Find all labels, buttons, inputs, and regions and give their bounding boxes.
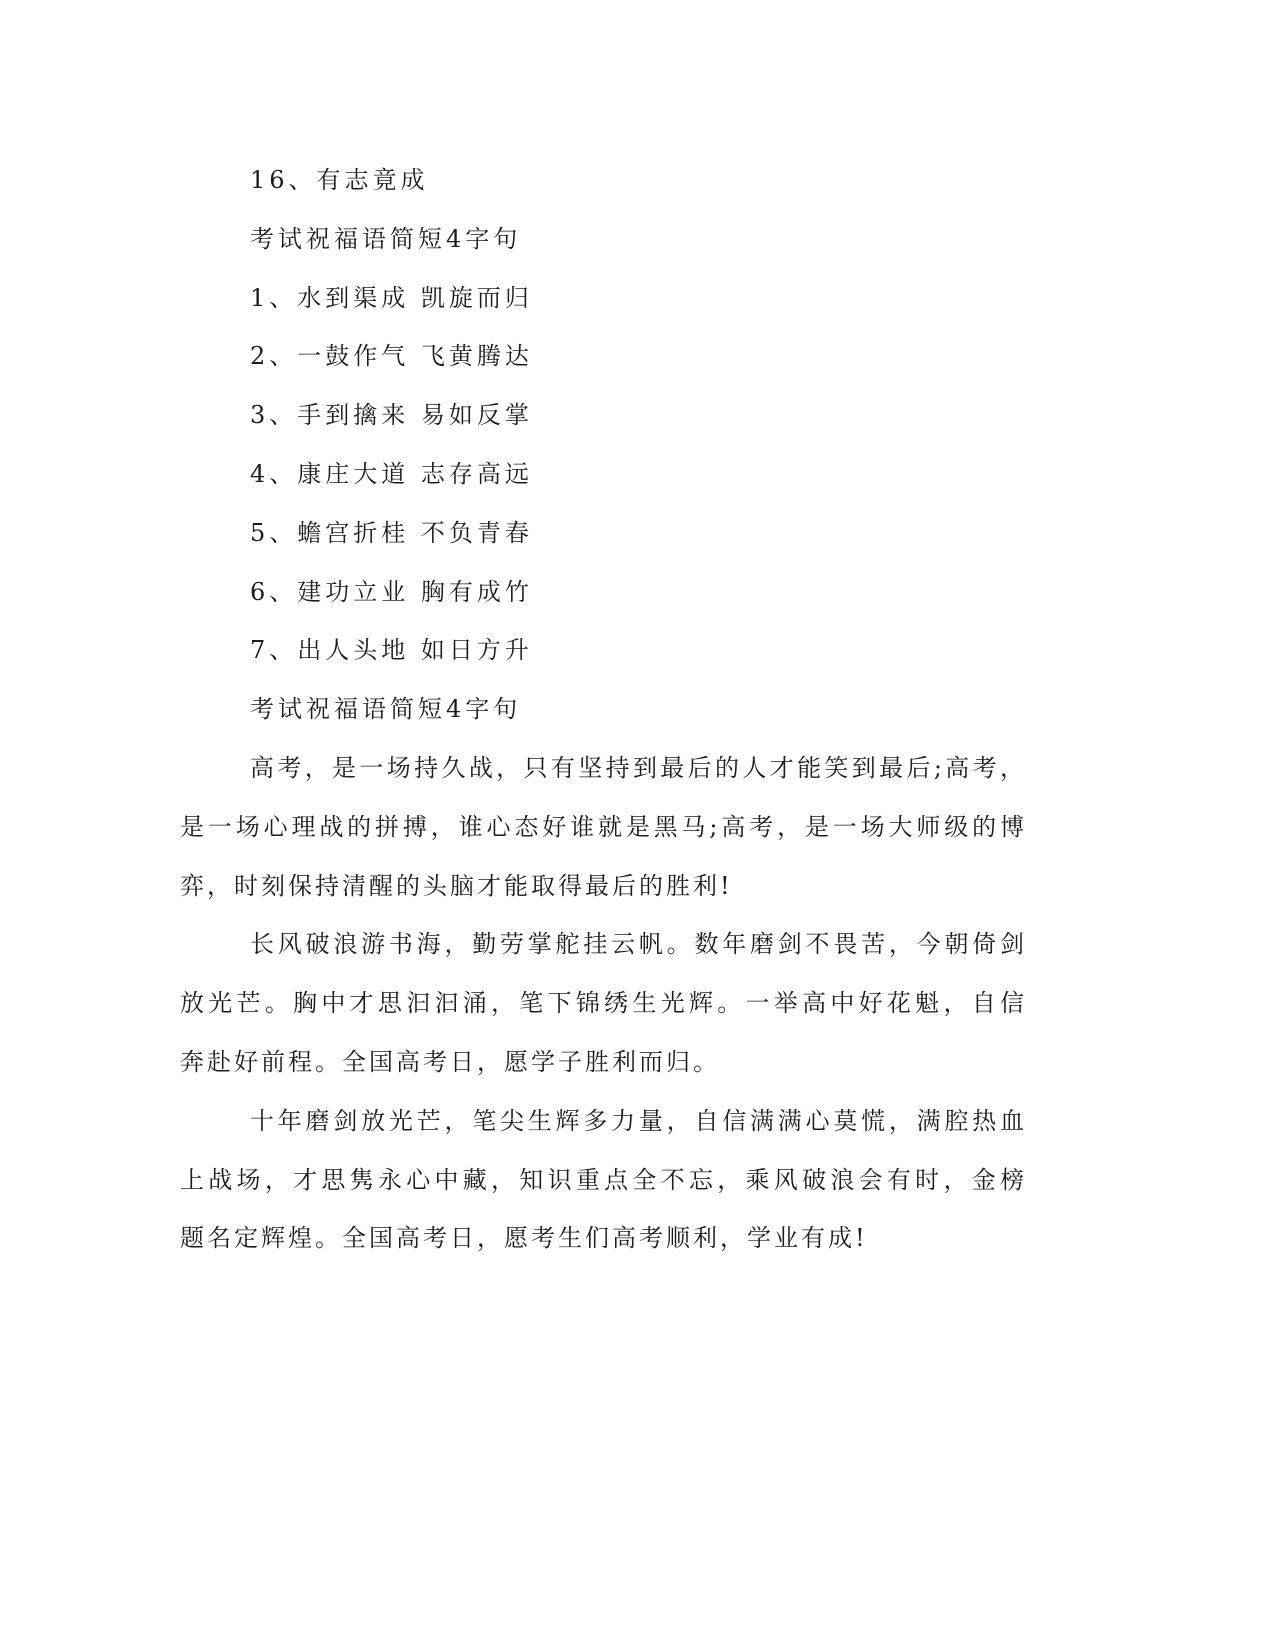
paragraph-3	[180, 1092, 1026, 1268]
list-item: 7、出人头地 如日方升	[250, 636, 533, 665]
paragraph-2	[180, 915, 1026, 1091]
list-item: 1、水到渠成 凯旋而归	[250, 283, 533, 312]
paragraph-line: 是一场心理战的拼搏，谁心态好谁就是黑马;高考，是一场大师级的博	[180, 812, 1026, 841]
paragraph-line: 弈，时刻保持清醒的头脑才能取得最后的胜利!	[180, 871, 733, 900]
list-item: 4、康庄大道 志存高远	[250, 459, 533, 488]
paragraph-line: 高考，是一场持久战，只有坚持到最后的人才能笑到最后;高考，	[250, 753, 1026, 782]
paragraph-line: 十年磨剑放光芒，笔尖生辉多力量，自信满满心莫慌，满腔热血	[250, 1106, 1026, 1135]
paragraph-line: 长风破浪游书海，勤劳掌舵挂云帆。数年磨剑不畏苦，今朝倚剑	[250, 930, 1026, 959]
paragraph-line: 上战场，才思隽永心中藏，知识重点全不忘，乘风破浪会有时，金榜	[180, 1165, 1026, 1194]
list-item-16: 16、有志竟成	[250, 166, 429, 194]
section-title: 考试祝福语简短4字句	[250, 224, 522, 253]
paragraph-line: 奔赴好前程。全国高考日，愿学子胜利而归。	[180, 1047, 720, 1076]
document-body	[180, 151, 1026, 1268]
list-item: 6、建功立业 胸有成竹	[250, 577, 533, 606]
list-item: 2、一鼓作气 飞黄腾达	[250, 342, 533, 371]
paragraph-1	[180, 739, 1026, 915]
paragraph-line: 放光芒。胸中才思汩汩涌，笔下锦绣生光辉。一举高中好花魁，自信	[180, 989, 1026, 1018]
list-item: 3、手到擒来 易如反掌	[250, 401, 533, 430]
paragraph-line: 题名定辉煌。全国高考日，愿考生们高考顺利，学业有成!	[180, 1224, 868, 1253]
section-title: 考试祝福语简短4字句	[250, 695, 522, 724]
list-item: 5、蟾宫折桂 不负青春	[250, 518, 533, 547]
